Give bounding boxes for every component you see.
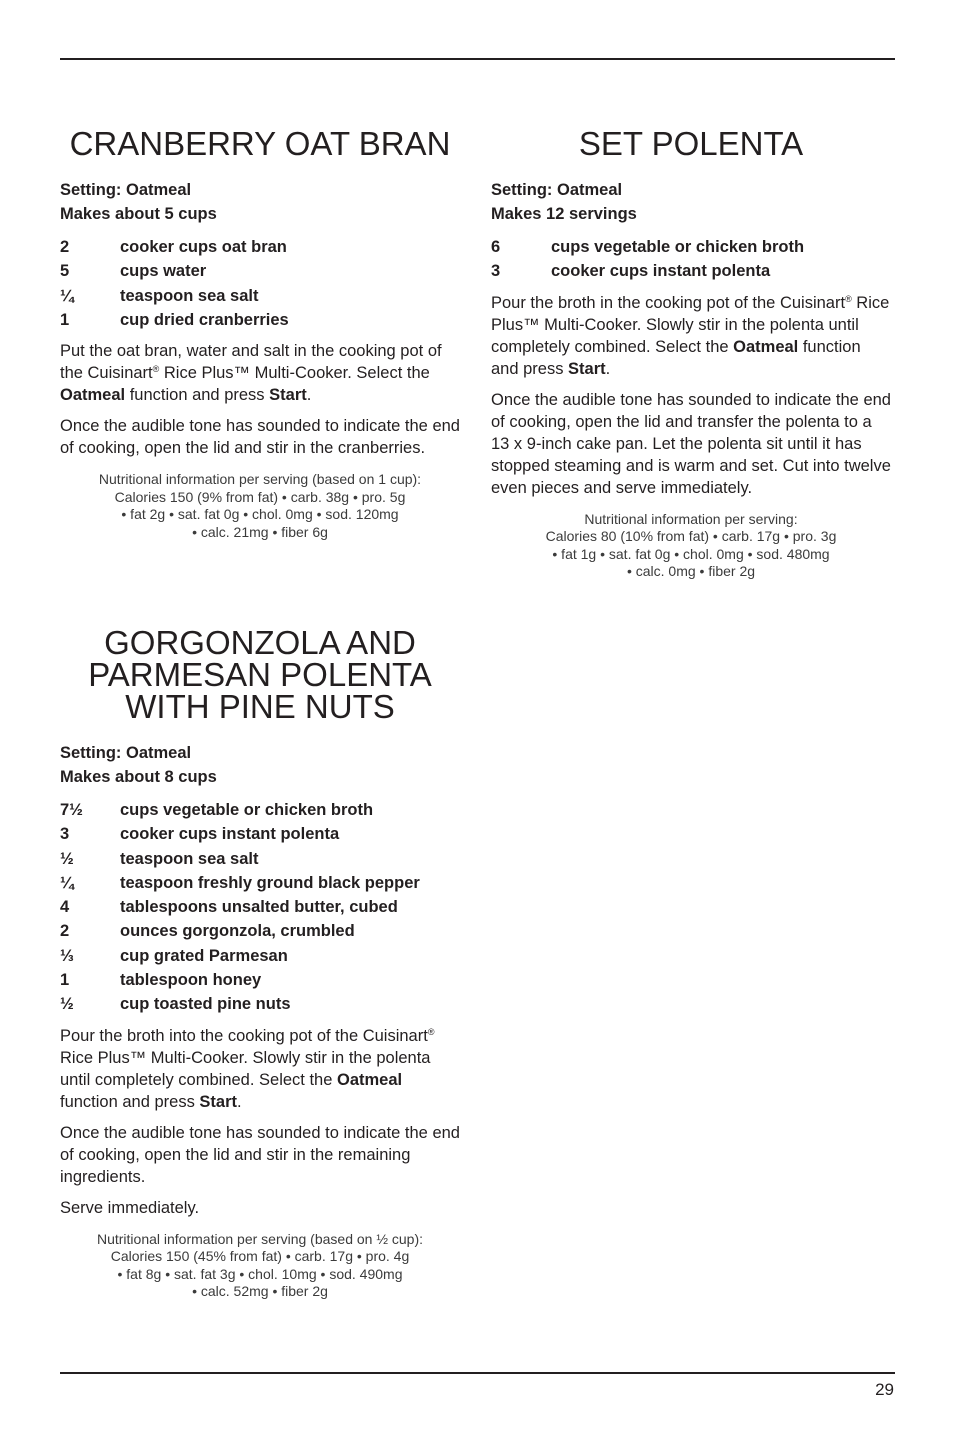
direction-paragraph (60, 415, 460, 459)
ingredient-quantity: ¼ (60, 873, 74, 892)
ingredient-quantity: 5 (60, 262, 70, 281)
direction-text: Serve immediately. (60, 1198, 200, 1217)
ingredient-item (60, 847, 460, 871)
direction-text: Once the audible tone has sounded to indicate the end of cooking, open the lid and transfer the polenta to a 13 x 9-inch cake pan. Let the polenta sit until it has stopped steaming and is warm and set. Cut into twelve even pieces and serve immediately. (491, 390, 891, 497)
nutrition-line: • calc. 52mg • fiber 2g (192, 1283, 328, 1300)
direction-text: Pour the broth into the cooking pot of the Cuisinart (60, 1026, 428, 1045)
nutrition-line: • calc. 21mg • fiber 6g (192, 523, 328, 540)
nutrition-info (491, 511, 891, 581)
nutrition-info (60, 1231, 460, 1301)
ingredient-item (60, 259, 460, 283)
ingredient-name: cups vegetable or chicken broth (120, 801, 374, 819)
ingredient-item (60, 235, 460, 259)
direction-text: function and press (60, 1092, 200, 1111)
direction-text: Pour the broth in the cooking pot of the Cuisinart (491, 293, 846, 312)
direction-paragraph (60, 340, 460, 406)
ingredient-item (491, 235, 891, 259)
ingredient-quantity: 3 (60, 825, 70, 844)
recipe-yield: Makes about 8 cups (60, 768, 217, 786)
ingredient-name: cooker cups oat bran (120, 238, 287, 256)
ingredient-quantity: 1 (60, 310, 70, 329)
ingredient-quantity: ⅓ (60, 946, 74, 965)
ingredient-quantity: 3 (491, 262, 501, 281)
nutrition-line: Nutritional information per serving (based on ½ cup): (96, 1230, 424, 1247)
nutrition-line: Nutritional information per serving: (584, 510, 798, 527)
ingredient-item (60, 822, 460, 846)
recipe-title-line: PARMESAN POLENTA (88, 656, 432, 693)
nutrition-line: • fat 8g • sat. fat 3g • chol. 10mg • sod. 490mg (117, 1265, 403, 1282)
direction-text: . (237, 1092, 242, 1111)
emphasis-text: Oatmeal (336, 1070, 403, 1089)
ingredient-item (60, 308, 460, 332)
ingredient-name: cups water (120, 262, 207, 281)
top-rule (60, 58, 895, 60)
ingredient-name: teaspoon sea salt (120, 286, 259, 305)
nutrition-line: Nutritional information per serving (based on 1 cup): (98, 471, 422, 488)
ingredient-list (491, 235, 891, 284)
direction-text: Once the audible tone has sounded to indicate the end of cooking, open the lid and stir in the remaining ingredients. (60, 1123, 460, 1186)
recipe-meta (60, 741, 460, 789)
ingredient-item (60, 919, 460, 943)
ingredient-name: tablespoon honey (120, 971, 262, 990)
recipe-directions (60, 1025, 460, 1219)
bottom-rule (60, 1372, 895, 1374)
ingredient-item (60, 284, 460, 308)
ingredient-quantity: ½ (60, 995, 74, 1014)
ingredient-item (60, 798, 460, 822)
direction-text: Put the oat bran, water and salt in the cooking pot of the Cuisinart (60, 342, 442, 383)
direction-text: Rice Plus™ Multi-Cooker. Select the (159, 364, 430, 383)
emphasis-text: Oatmeal (733, 337, 799, 356)
direction-paragraph (60, 1025, 460, 1113)
recipe-title-line: GORGONZOLA AND (104, 624, 416, 661)
nutrition-info (60, 471, 460, 541)
recipe-yield: Makes about 5 cups (60, 205, 217, 223)
registered-mark: ® (152, 364, 160, 375)
ingredient-name: teaspoon sea salt (120, 849, 259, 868)
recipe-gorgonzola-parmesan-polenta (60, 624, 460, 1301)
direction-paragraph (60, 1197, 460, 1219)
ingredient-name: ounces gorgonzola, crumbled (120, 922, 355, 941)
direction-text: . (306, 386, 312, 405)
recipe-setting: Setting: Oatmeal (60, 181, 192, 199)
ingredient-item (60, 944, 460, 968)
ingredient-quantity: ¼ (60, 286, 74, 305)
ingredient-quantity: 2 (60, 922, 70, 941)
ingredient-name: cooker cups instant polenta (120, 825, 340, 844)
recipe-title (60, 125, 460, 162)
ingredient-name: cup grated Parmesan (120, 946, 288, 965)
nutrition-line: Calories 150 (9% from fat) • carb. 38g • pro. 5g (114, 488, 406, 505)
nutrition-line: Calories 150 (45% from fat) • carb. 17g • pro. 4g (110, 1248, 410, 1265)
recipe-title-line: WITH PINE NUTS (125, 688, 395, 725)
registered-mark: ® (427, 1026, 435, 1037)
page-number: 29 (875, 1380, 894, 1399)
nutrition-line: • fat 2g • sat. fat 0g • chol. 0mg • sod. 120mg (121, 506, 399, 523)
ingredient-name: cups vegetable or chicken broth (551, 238, 805, 256)
recipe-title (491, 125, 891, 162)
ingredient-list (60, 235, 460, 332)
recipe-directions (60, 340, 460, 459)
ingredient-list (60, 798, 460, 1017)
nutrition-line: Calories 80 (10% from fat) • carb. 17g • pro. 3g (545, 528, 837, 545)
recipe-setting: Setting: Oatmeal (60, 744, 192, 762)
ingredient-item (60, 895, 460, 919)
recipe-cranberry-oat-bran (60, 125, 460, 542)
ingredient-item (60, 992, 460, 1016)
direction-paragraph (60, 1122, 460, 1188)
direction-text: Once the audible tone has sounded to indicate the end of cooking, open the lid and stir in the cranberries. (60, 417, 460, 458)
emphasis-text: Oatmeal (60, 386, 126, 405)
ingredient-name: cup toasted pine nuts (120, 995, 291, 1014)
recipe-title-line: CRANBERRY OAT BRAN (69, 125, 451, 162)
recipe-directions (491, 292, 891, 499)
recipe-meta (491, 178, 891, 226)
ingredient-name: teaspoon freshly ground black pepper (120, 873, 420, 892)
recipe-yield: Makes 12 servings (491, 205, 637, 223)
ingredient-quantity: 7½ (60, 801, 83, 819)
ingredient-item (60, 968, 460, 992)
ingredient-item (60, 871, 460, 895)
ingredient-item (491, 259, 891, 283)
ingredient-quantity: 6 (491, 238, 501, 256)
ingredient-quantity: 4 (60, 898, 70, 917)
ingredient-quantity: ½ (60, 849, 74, 868)
direction-text: . (605, 359, 611, 378)
recipe-setting: Setting: Oatmeal (491, 181, 623, 199)
recipe-title-line: SET POLENTA (578, 125, 804, 162)
direction-paragraph (491, 292, 891, 380)
recipe-meta (60, 178, 460, 226)
registered-mark: ® (845, 293, 852, 304)
direction-text: function and press (491, 337, 861, 378)
ingredient-name: cup dried cranberries (120, 310, 289, 329)
recipe-set-polenta (491, 125, 891, 581)
nutrition-line: • calc. 0mg • fiber 2g (626, 563, 756, 580)
nutrition-line: • fat 1g • sat. fat 0g • chol. 0mg • sod. 480mg (552, 545, 830, 562)
emphasis-text: Start (199, 1092, 238, 1111)
ingredient-quantity: 1 (60, 971, 70, 990)
emphasis-text: Start (568, 359, 606, 378)
recipe-title (60, 624, 460, 725)
ingredient-quantity: 2 (60, 238, 70, 256)
direction-paragraph (491, 389, 891, 499)
ingredient-name: cooker cups instant polenta (551, 262, 771, 281)
ingredient-name: tablespoons unsalted butter, cubed (120, 898, 398, 917)
direction-text: Rice Plus™ Multi-Cooker. Slowly stir in the polenta until completely combined. Select the (491, 293, 890, 356)
direction-text: function and press (125, 386, 270, 405)
emphasis-text: Start (269, 386, 307, 405)
direction-text: Rice Plus™ Multi-Cooker. Slowly stir in the polenta until completely combined. Select the (60, 1048, 431, 1089)
